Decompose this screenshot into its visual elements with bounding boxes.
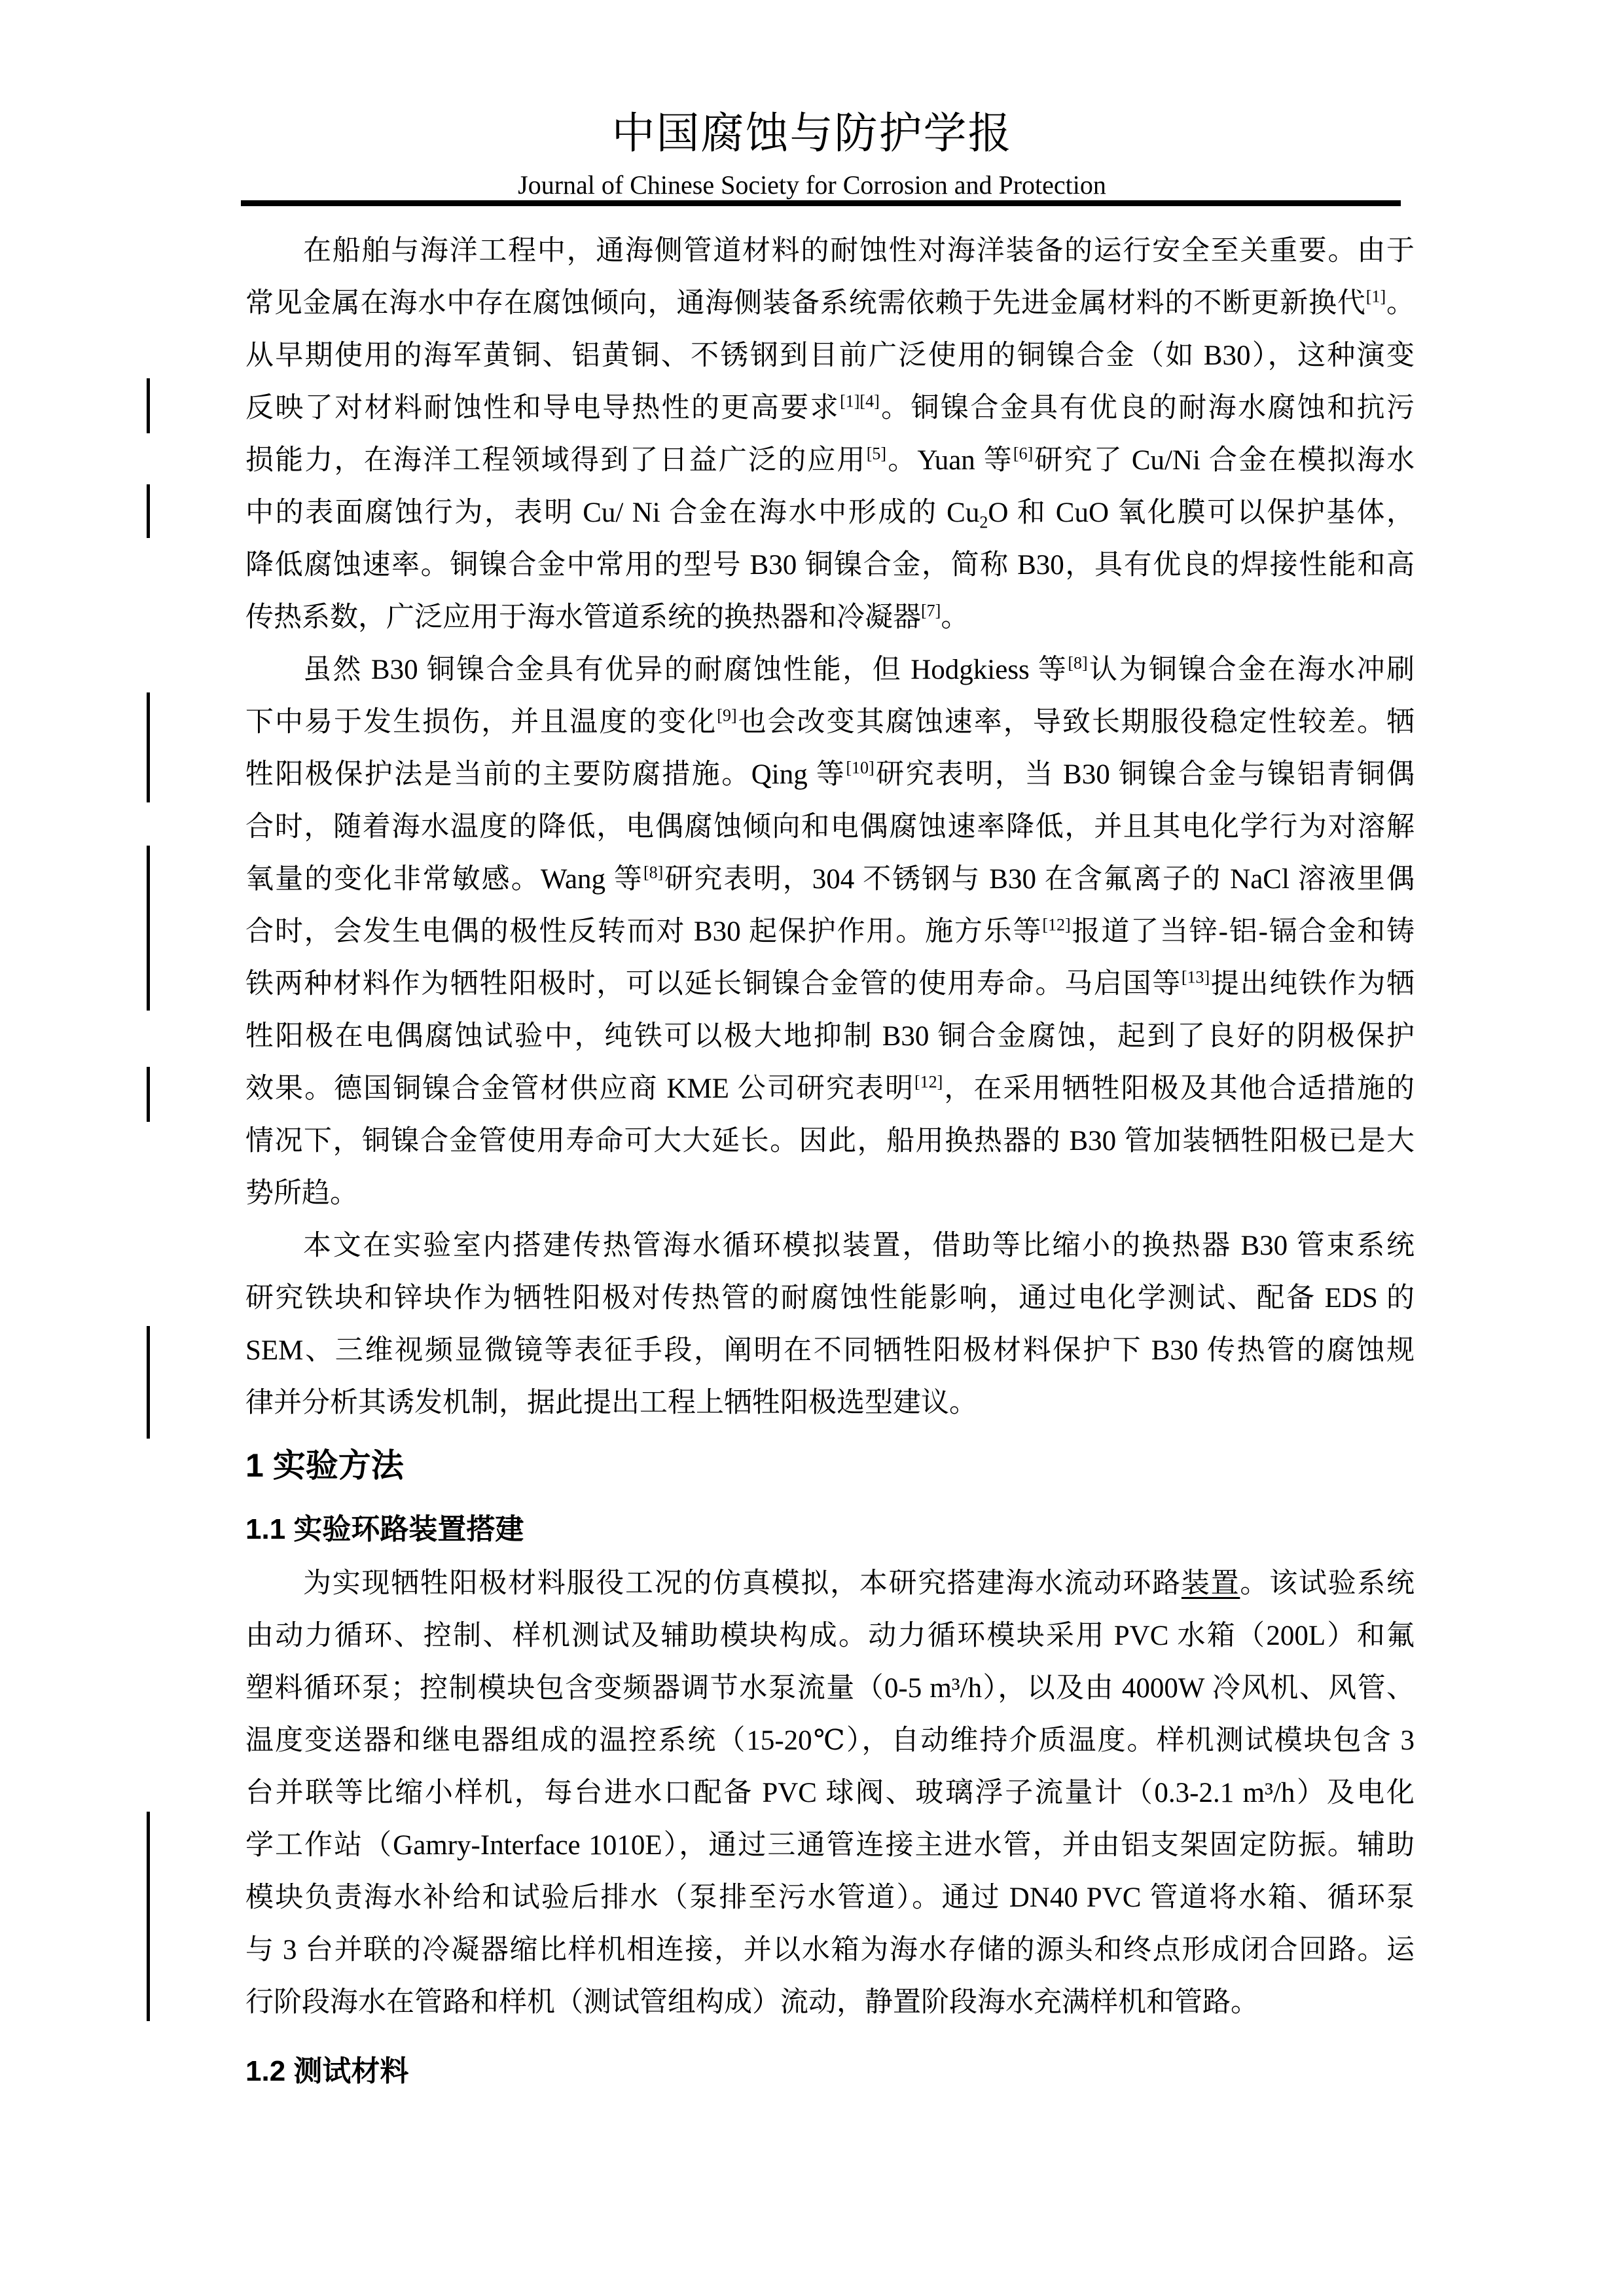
paragraph-line: 铁两种材料作为牺牲阳极时，可以延长铜镍合金管的使用寿命。马启国等[13]提出纯铁作为牺 (245, 967, 1415, 999)
paragraph-line: 温度变送器和继电器组成的温控系统（15-20℃），自动维持介质温度。样机测试模块包含 3 (245, 1725, 1415, 1756)
paragraph-intro-3 (245, 1220, 1415, 1429)
change-bar (147, 484, 150, 538)
paragraph-line: 从早期使用的海军黄铜、铝黄铜、不锈钢到目前广泛使用的铜镍合金（如 B30），这种演变 (245, 340, 1415, 371)
paragraph-line: 塑料循环泵；控制模块包含变频器调节水泵流量（0-5 m³/h），以及由 4000W 冷风机、风管、 (245, 1673, 1415, 1704)
paragraph-intro-2 (245, 644, 1415, 1220)
paragraph-line: 研究铁块和锌块作为牺牲阳极对传热管的耐腐蚀性能影响，通过电化学测试、配备 EDS 的 (245, 1283, 1415, 1314)
section-heading-1: 1 实验方法 (245, 1447, 404, 1484)
paragraph-line: 情况下，铜镍合金管使用寿命可大大延长。因此，船用换热器的 B30 管加装牺牲阳极已是大 (245, 1126, 1415, 1157)
paragraph-line: 由动力循环、控制、样机测试及辅助模块构成。动力循环模块采用 PVC 水箱（200L）和氟 (245, 1621, 1415, 1651)
paragraph-line: 降低腐蚀速率。铜镍合金中常用的型号 B30 铜镍合金，简称 B30，具有优良的焊接性能和高 (245, 550, 1415, 581)
document-body (245, 225, 1415, 2100)
paragraph-section-1-1 (245, 1558, 1415, 2029)
paragraph-line: 损能力，在海洋工程领域得到了日益广泛的应用[5]。Yuan 等[6]研究了 Cu/Ni 合金在模拟海水 (245, 444, 1415, 476)
paragraph-line: 虽然 B30 铜镍合金具有优异的耐腐蚀性能，但 Hodgkiess 等[8]认为铜镍合金在海水冲刷 (303, 653, 1415, 685)
paragraph-line: 台并联等比缩小样机，每台进水口配备 PVC 球阀、玻璃浮子流量计（0.3-2.1 m³/h）及电化 (245, 1778, 1415, 1808)
change-bar (147, 1812, 150, 2021)
paragraph-line: 模块负责海水补给和试验后排水（泵排至污水管道）。通过 DN40 PVC 管道将水箱、循环泵 (245, 1882, 1415, 1913)
change-bar (147, 1326, 150, 1439)
journal-subtitle: Journal of Chinese Society for Corrosion and Protection (518, 170, 1106, 200)
paragraph-line: 反映了对材料耐蚀性和导电导热性的更高要求[1][4]。铜镍合金具有优良的耐海水腐蚀和抗污 (245, 391, 1415, 423)
paragraph-line: 在船舶与海洋工程中，通海侧管道材料的耐蚀性对海洋装备的运行安全至关重要。由于 (303, 236, 1415, 266)
paragraph-line: 牲阳极保护法是当前的主要防腐措施。Qing 等[10]研究表明，当 B30 铜镍合金与镍铝青铜偶 (245, 758, 1415, 790)
paragraph-line: 势所趋。 (245, 1178, 358, 1209)
paragraph-line: 常见金属在海水中存在腐蚀倾向，通海侧装备系统需依赖于先进金属材料的不断更新换代[1]。 (245, 287, 1415, 319)
paragraph-line: 下中易于发生损伤，并且温度的变化[9]也会改变其腐蚀速率，导致长期服役稳定性较差。牺 (245, 706, 1415, 738)
change-bar (147, 846, 150, 1011)
paragraph-line: 中的表面腐蚀行为，表明 Cu/ Ni 合金在海水中形成的 $Cu_2O$ 和 CuO 氧化膜可以保护基体， (245, 497, 1415, 532)
header-rule (241, 200, 1401, 206)
paragraph-line: SEM、三维视频显微镜等表征手段，阐明在不同牺牲阳极材料保护下 B30 传热管的腐蚀规 (245, 1335, 1415, 1366)
journal-title: 中国腐蚀与防护学报 (611, 110, 1013, 158)
change-bar (147, 1067, 150, 1122)
paragraph-line: 与 3 台并联的冷凝器缩比样机相连接，并以水箱为海水存储的源头和终点形成闭合回路。运 (245, 1935, 1415, 1965)
paragraph-line: 合时，会发生电偶的极性反转而对 B30 起保护作用。施方乐等[12]报道了当锌-铝-镉合金和铸 (245, 915, 1415, 947)
paragraph-intro-1 (245, 225, 1415, 644)
paragraph-line: 传热系数，广泛应用于海水管道系统的换热器和冷凝器[7]。 (245, 601, 969, 633)
paragraph-line: 牲阳极在电偶腐蚀试验中，纯铁可以极大地抑制 B30 铜合金腐蚀，起到了良好的阴极保护 (245, 1021, 1415, 1052)
paragraph-line: 本文在实验室内搭建传热管海水循环模拟装置，借助等比缩小的换热器 B30 管束系统 (303, 1230, 1415, 1261)
change-bar (147, 692, 150, 802)
paragraph-line: 行阶段海水在管路和样机（测试管组构成）流动，静置阶段海水充满样机和管路。 (245, 1987, 1259, 2018)
paragraph-line: 学工作站（Gamry-Interface 1010E），通过三通管连接主进水管，并由铝支架固定防振。辅助 (245, 1830, 1415, 1861)
change-bar (147, 378, 150, 433)
subsection-heading-1-2: 1.2 测试材料 (245, 2055, 409, 2087)
paragraph-line: 合时，随着海水温度的降低，电偶腐蚀倾向和电偶腐蚀速率降低，并且其电化学行为对溶解 (245, 812, 1415, 842)
paragraph-line: 氧量的变化非常敏感。Wang 等[8]研究表明，304 不锈钢与 B30 在含氟离子的 NaCl 溶液里偶 (245, 863, 1415, 895)
paragraph-line: 为实现牺牲阳极材料服役工况的仿真模拟，本研究搭建海水流动环路装置。该试验系统 (303, 1568, 1415, 1599)
paragraph-line: 效果。德国铜镍合金管材供应商 KME 公司研究表明[12]，在采用牺牲阳极及其他合适措施的 (245, 1072, 1415, 1104)
subsection-heading-1-1: 1.1 实验环路装置搭建 (245, 1513, 524, 1545)
paragraph-line: 律并分析其诱发机制，据此提出工程上牺牲阳极选型建议。 (245, 1388, 977, 1418)
